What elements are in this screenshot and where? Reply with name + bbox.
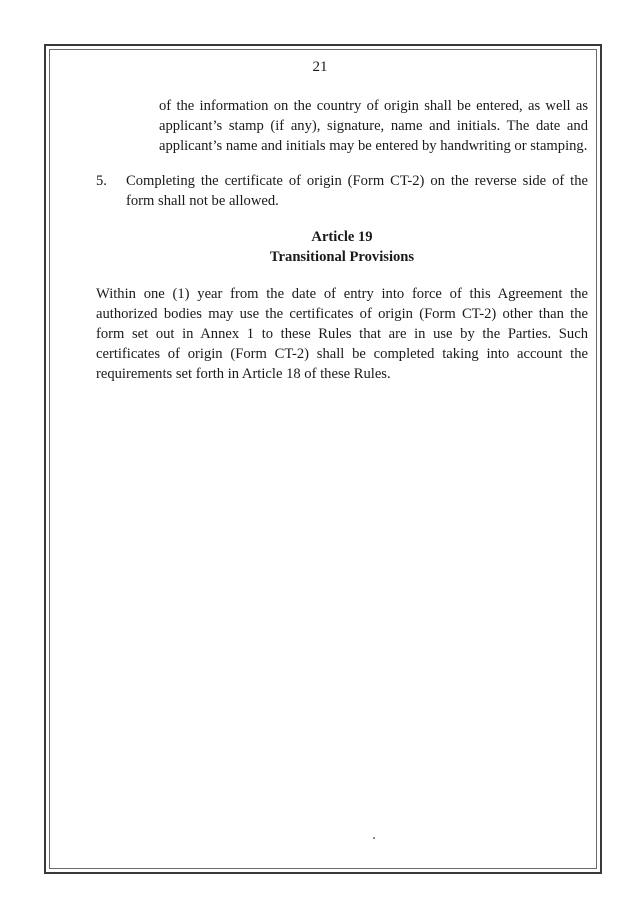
- page-number: 21: [312, 59, 328, 75]
- document-body: [96, 96, 588, 384]
- transitional-provisions-paragraph: Within one (1) year from the date of entry into force of this Agreement the authorized bodies may use the certificates of origin (Form CT-2) other than the form set out in Annex 1 to these Rules that are in use by the Parties. Such certificates of origin (Form CT-2) shall be completed taking into account the requirements set forth in Article 18 of these Rules.: [96, 286, 588, 382]
- continuation-paragraph: of the information on the country of origin shall be entered, as well as applicant’s stamp (if any), signature, name and initials. The date and applicant’s name and initials may be entered by handwriting or stamping.: [159, 98, 588, 154]
- scan-speck: [373, 837, 375, 839]
- article-number: Article 19: [311, 229, 373, 245]
- list-item-text: Completing the certificate of origin (Form CT-2) on the reverse side of the form shall not be allowed.: [126, 173, 588, 209]
- article-title: Transitional Provisions: [269, 249, 415, 265]
- list-item-number: 5.: [96, 173, 107, 189]
- list-item-5: [96, 171, 588, 211]
- article-heading: [96, 227, 588, 267]
